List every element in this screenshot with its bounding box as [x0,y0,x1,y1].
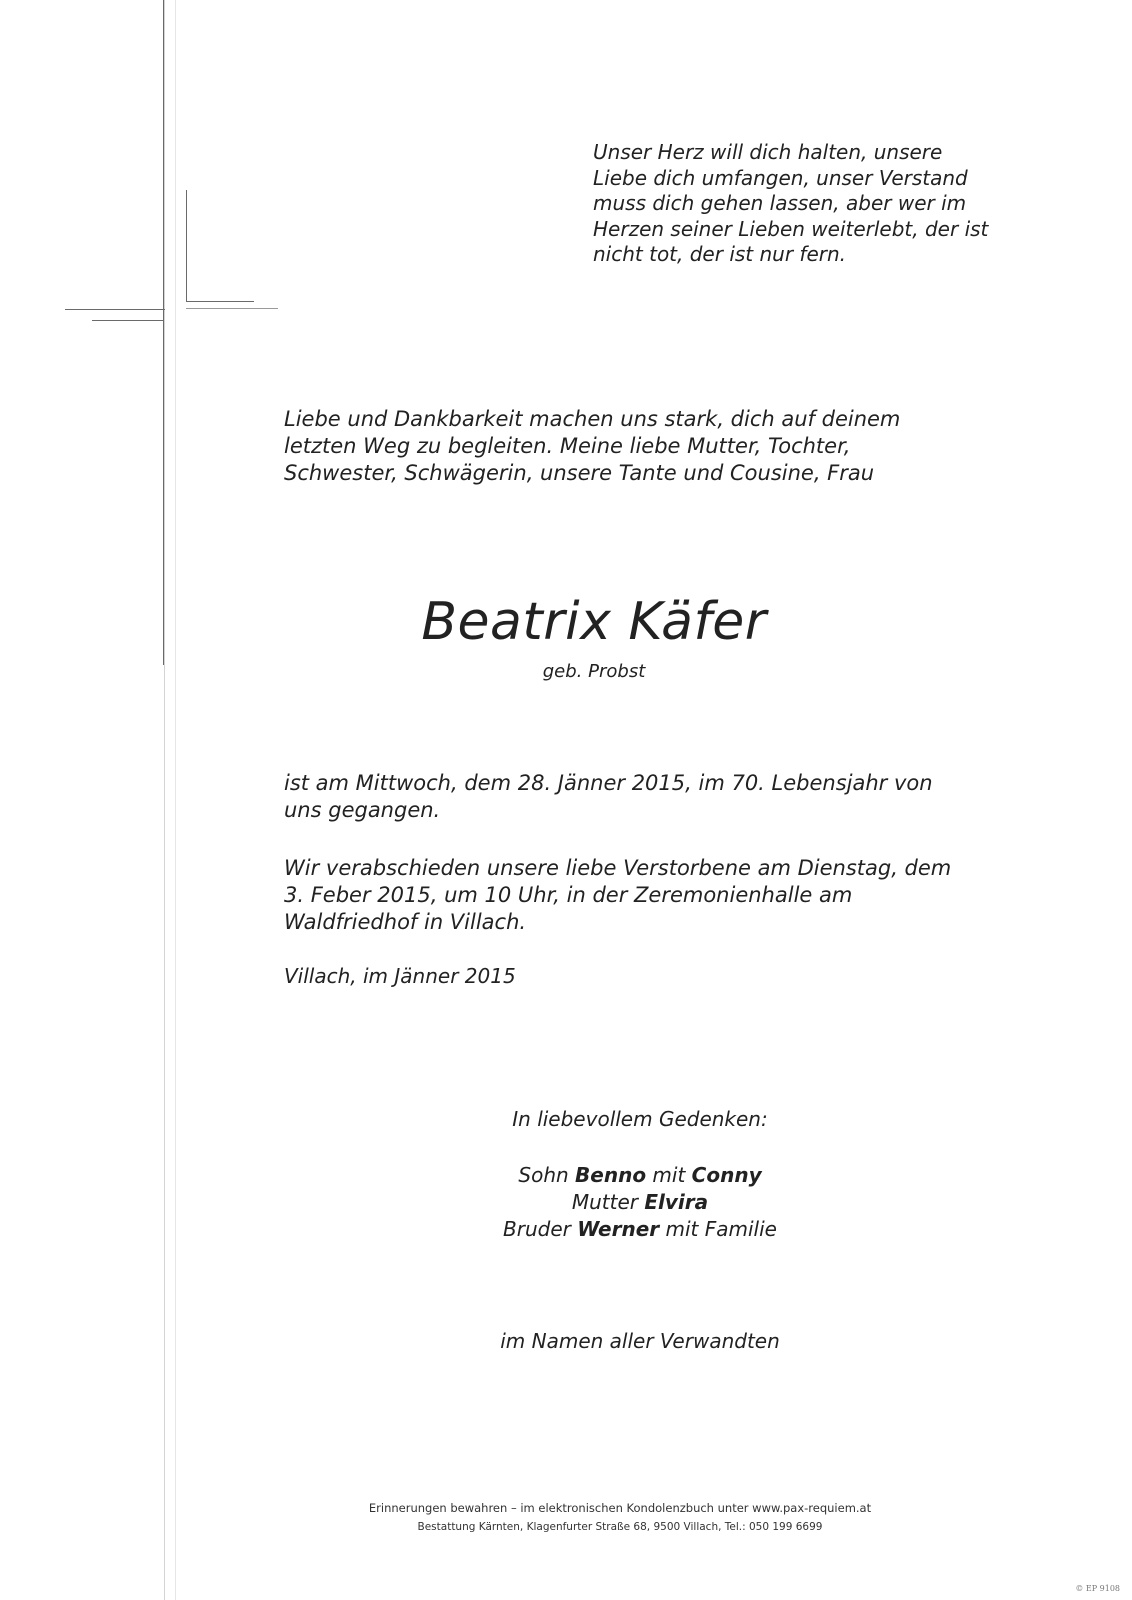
mourner-relation: Mutter [571,1190,645,1214]
mourner-row [420,1189,860,1216]
print-code: © EP 9108 [1075,1584,1120,1593]
mourner-name: Conny [691,1163,762,1187]
deceased-name: Beatrix Käfer [421,592,767,652]
mourner-name: Benno [575,1163,647,1187]
funeral-notice-line: Waldfriedhof in Villach. [284,910,527,934]
death-notice-line: ist am Mittwoch, dem 28. Jänner 2015, im 70. Lebensjahr von [284,771,933,795]
quote-line: muss dich gehen lassen, aber wer im [593,191,967,216]
quote-line: Herzen seiner Lieben weiterlebt, der ist [593,216,989,241]
quote-line: nicht tot, der ist nur fern. [593,242,847,267]
intro-paragraph [284,406,944,487]
maiden-name: geb. Probst [542,661,646,682]
left-fold-line [164,0,165,1600]
intro-line: Schwester, Schwägerin, unsere Tante und Cousine, Frau [284,461,875,485]
mourner-relation: Sohn [518,1163,576,1187]
death-notice-line: uns gegangen. [284,798,441,822]
mourner-connector: mit [646,1163,692,1187]
mourners-closing: im Namen aller Verwandten [500,1329,780,1353]
quote-line: Unser Herz will dich halten, unsere [593,140,943,164]
footer-condolence-line: Erinnerungen bewahren – im elektronischen Kondolenzbuch unter www.pax-requiem.at [368,1501,872,1515]
mourners-list [420,1162,860,1243]
footer-address-line: Bestattung Kärnten, Klagenfurter Straße 68, 9500 Villach, Tel.: 050 199 6699 [417,1521,823,1533]
mourner-suffix: mit Familie [659,1217,777,1241]
funeral-notice-line: Wir verabschieden unsere liebe Verstorbene am Dienstag, dem [284,856,952,880]
mourner-name: Werner [577,1217,660,1241]
mourner-row [420,1216,860,1243]
death-notice [284,770,1004,824]
mourner-relation: Bruder [503,1217,578,1241]
quote-line: Liebe dich umfangen, unser Verstand [593,165,968,190]
mourner-name: Elvira [644,1190,709,1214]
intro-line: letzten Weg zu begleiten. Meine liebe Mutter, Tochter, [284,434,851,458]
funeral-notice [284,855,1004,936]
inner-fold-line [175,0,176,1600]
quote-block [593,140,1013,268]
mourners-heading: In liebevollem Gedenken: [512,1107,768,1131]
intro-line: Liebe und Dankbarkeit machen uns stark, dich auf deinem [284,407,901,431]
place-date: Villach, im Jänner 2015 [284,964,516,988]
funeral-notice-line: 3. Feber 2015, um 10 Uhr, in der Zeremonienhalle am [284,883,853,907]
mourner-row [420,1162,860,1189]
